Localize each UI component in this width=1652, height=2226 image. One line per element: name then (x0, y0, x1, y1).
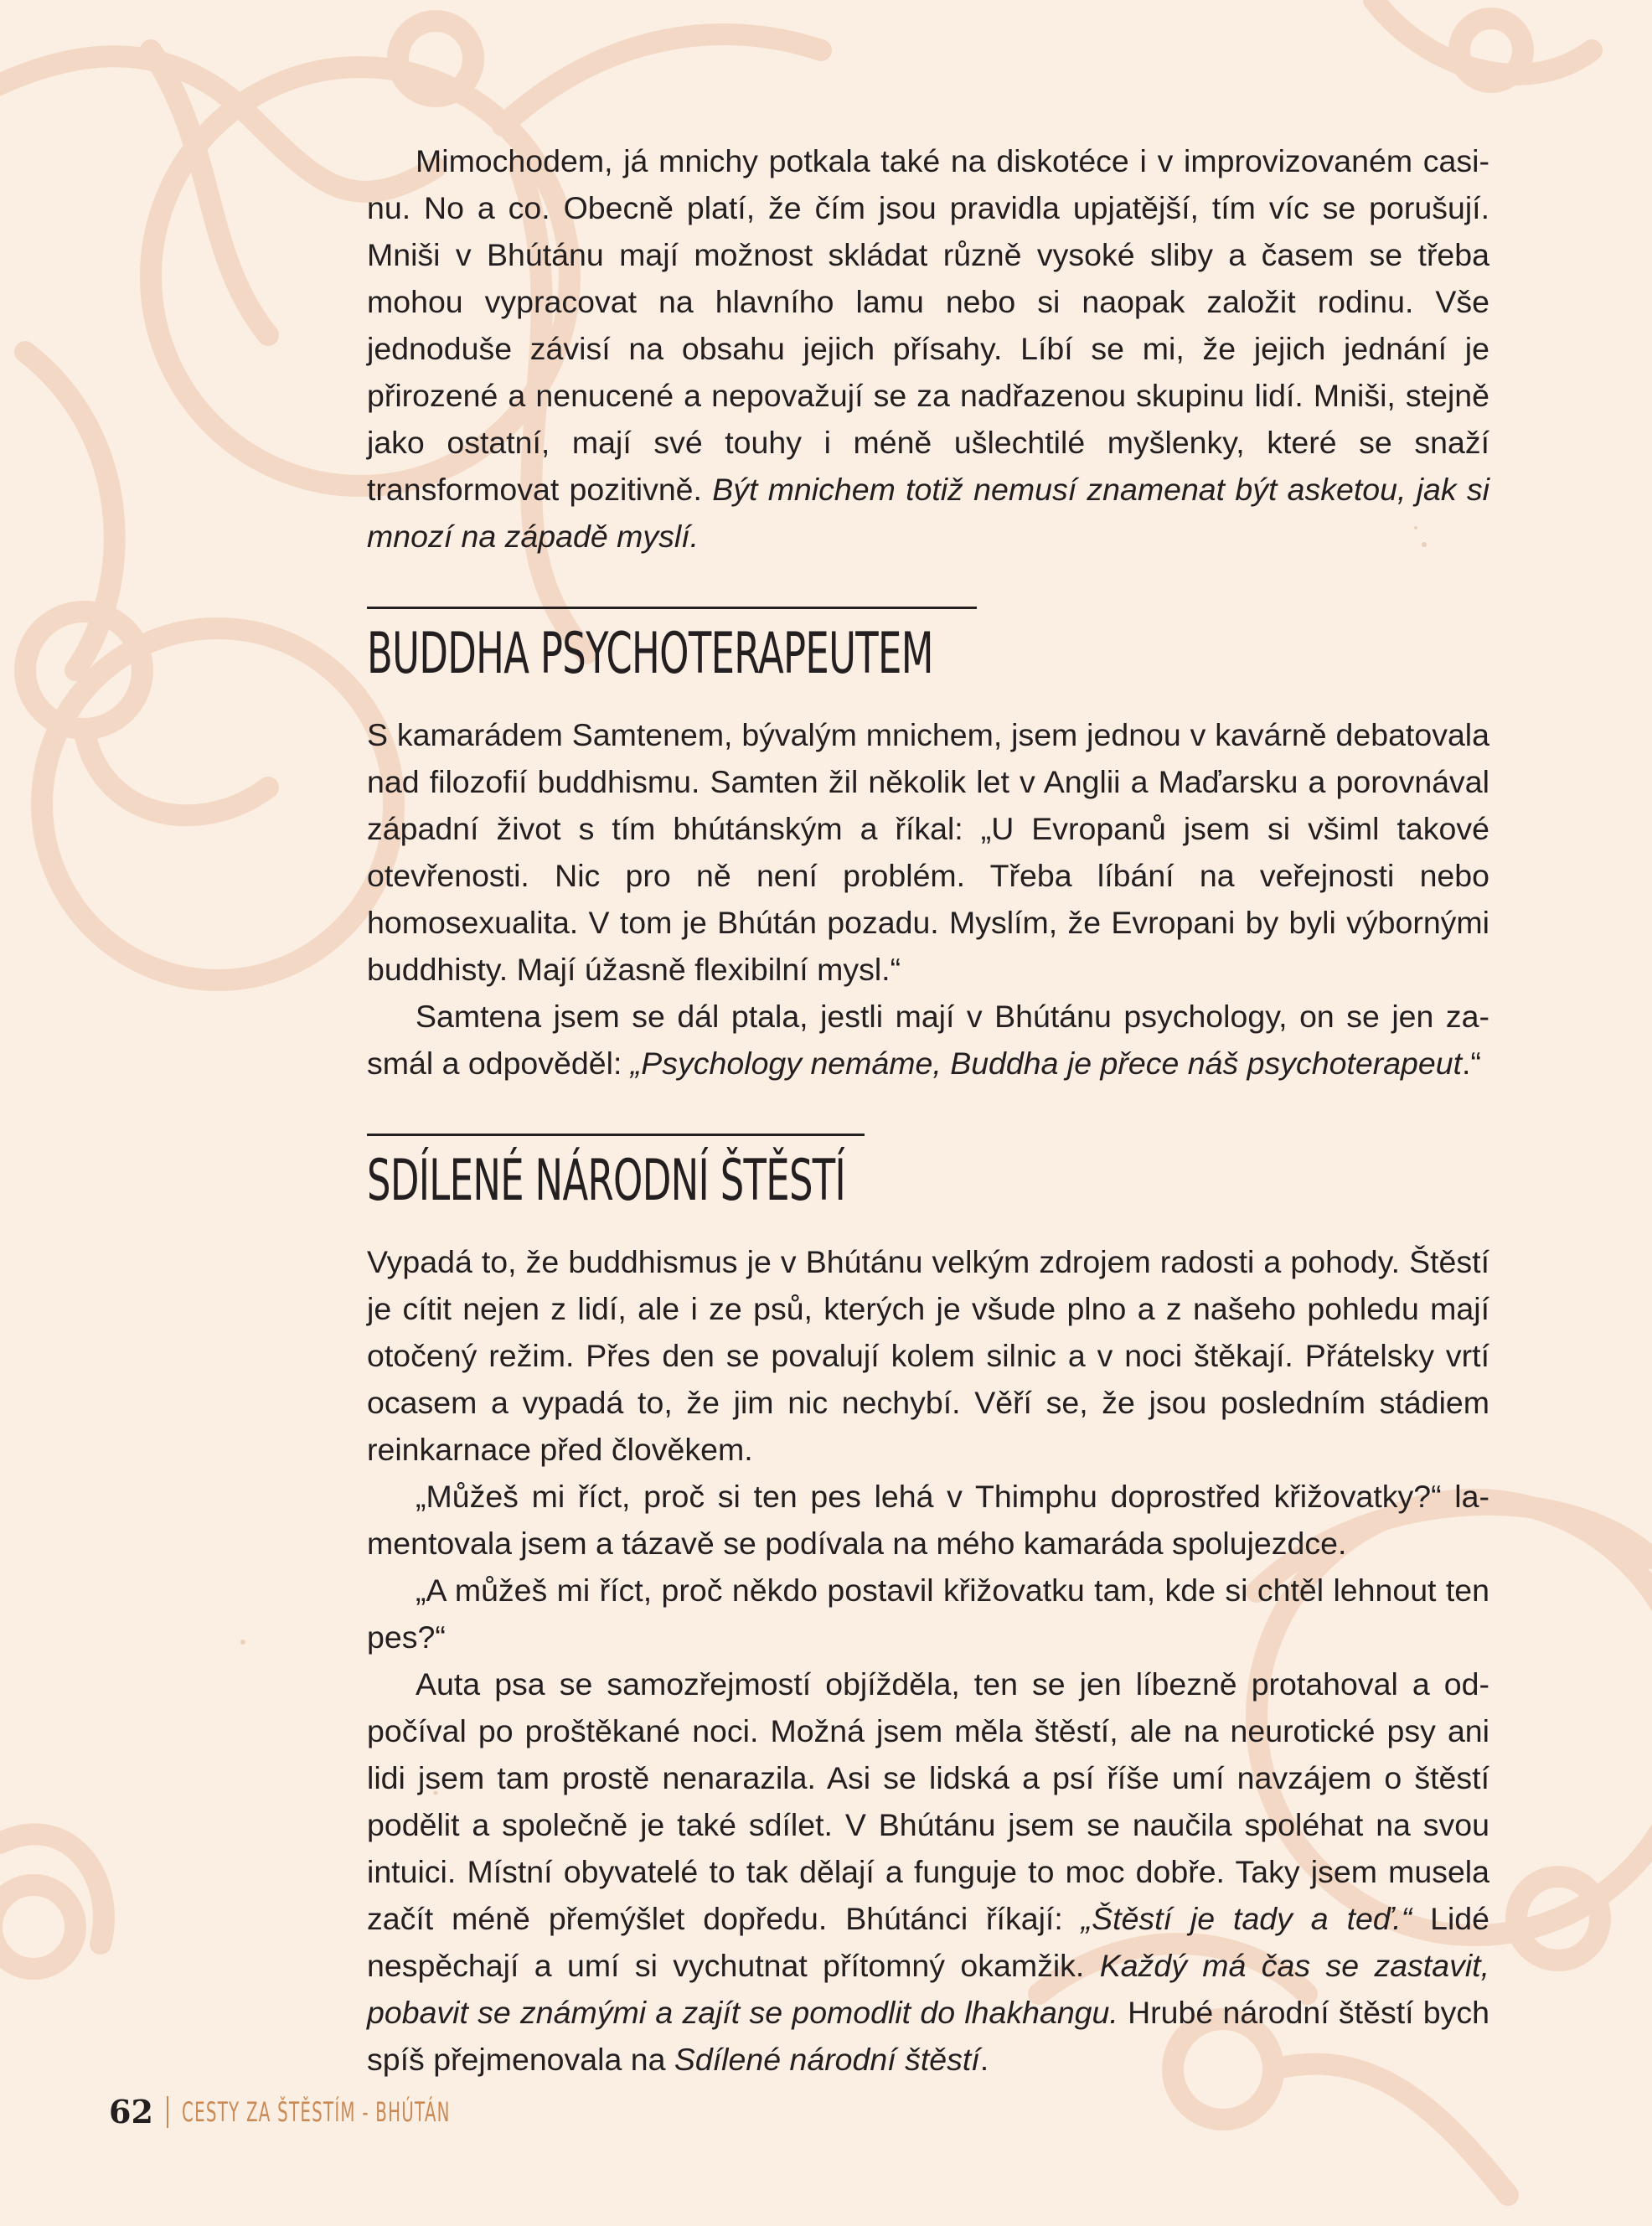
footer-divider (167, 2096, 168, 2128)
paragraph-monks (367, 137, 1489, 560)
paragraph-text: Lidé nespěchají a umí si vychutnat přítomný okamžik. (367, 1901, 1490, 1983)
paragraph-italic: „Psychology nemáme, Buddha je přece náš psychoterapeut (630, 1046, 1463, 1081)
section-heading-happiness: SDÍLENÉ NÁRODNÍ ŠTĚSTÍ (367, 1148, 846, 1214)
heading-rule (367, 607, 977, 609)
page-footer (109, 2093, 615, 2130)
paragraph-text: Hrubé národní štěstí bych spíš přejmenovala na (367, 1995, 1489, 2077)
page-number: 62 (109, 2093, 153, 2130)
paragraph-italic: Sdílené národní štěstí (674, 2042, 980, 2077)
paragraph-text: Mimochodem, já mnichy potkala také na diskotéce i v improvizovaném casinu. No a co. Obecně platí, že čím jsou pravidla upjatější, tím víc se porušují. Mniši v Bhútánu mají možnost skládat různě vysoké sliby a časem se třeba mohou vypracovat na hlavního lamu nebo si naopak založit rodinu. Vše jednoduše závisí na obsahu jejich přísahy. Líbí se mi, že jejich jednání je přirozené a nenucené a nepovažují se za nadřazenou skupinu lidí. Mniši, stejně jako ostatní, mají své touhy i méně ušlechtilé myšlenky, které se snaží transformovat pozitivně. (367, 143, 1489, 507)
page-body (367, 137, 1489, 2083)
heading-rule (367, 1134, 865, 1136)
paragraph-psychology (367, 993, 1489, 1087)
running-title: CESTY ZA ŠTĚSTÍM - BHÚTÁN (181, 2095, 451, 2128)
paragraph-text: Auta psa se samozřejmostí objížděla, ten se jen líbezně protahoval a odpočíval po proštěkané noci. Možná jsem měla štěstí, ale na neurotické psy ani lidi jsem tam prostě nenarazila. Asi se lidská a psí říše umí navzájem o štěstí podělit a společně je také sdílet. V Bhútánu jsem se naučila spoléhat na svou intuici. Místní obyvatelé to tak dělají a funguje to moc dobře. Taky jsem musela začít méně přemýšlet dopředu. Bhútánci říkají: (367, 1666, 1489, 1936)
section-heading-block (367, 607, 977, 687)
paragraph-question: „Můžeš mi říct, proč si ten pes lehá v Thimphu doprostřed křižovatky?“ lamentovala jsem a tázavě se podívala na mého kamaráda spolujezdce. (367, 1479, 1489, 1561)
paragraph-dogs: Vypadá to, že buddhismus je v Bhútánu velkým zdrojem radosti a pohody. Štěstí je cítit nejen z lidí, ale i ze psů, kterých je všude plno a z našeho pohledu mají otočený režim. Přes den se povalují kolem silnic a v noci štěkají. Přátelsky vrtí ocasem a vypadá to, že jim nic nechybí. Věří se, že jsou posledním stádiem reinkarnace před člověkem. (367, 1244, 1489, 1467)
paragraph-answer: „A můžeš mi říct, proč někdo postavil křižovatku tam, kde si chtěl lehnout ten pes?“ (367, 1573, 1489, 1655)
paragraph-italic: „Štěstí je tady a teď.“ (1081, 1901, 1412, 1936)
paragraph-text: Samtena jsem se dál ptala, jestli mají v Bhútánu psychology, on se jen zasmál a odpověděl: (367, 999, 1489, 1081)
section-heading-buddha: BUDDHA PSYCHOTERAPEUTEM (367, 621, 933, 687)
paragraph-samten: S kamarádem Samtenem, bývalým mnichem, jsem jednou v kavárně debatovala nad filozofií buddhismu. Samten žil několik let v Anglii a Maďarsku a porovnával západní život s tím bhútánským a říkal: „U Evropanů jsem si všiml takové otevřenosti. Nic pro ně není problém. Třeba líbání na veřejnosti nebo homosexualita. V tom je Bhútán pozadu. Myslím, že Evropani by byli výbornými buddhisty. Mají úžasně flexibilní mysl.“ (367, 717, 1489, 987)
section-heading-block (367, 1134, 865, 1214)
paragraph-text: .“ (1462, 1046, 1481, 1081)
paragraph-text: . (979, 2042, 989, 2077)
paragraph-italic: Být mnichem totiž nemusí znamenat být asketou, jak si mnozí na západě myslí. (367, 472, 1489, 554)
paragraph-shared-happiness (367, 1660, 1489, 2083)
paragraph-italic: Každý má čas se zastavit, pobavit se známými a zajít se pomodlit do lhakhangu. (367, 1948, 1489, 2030)
